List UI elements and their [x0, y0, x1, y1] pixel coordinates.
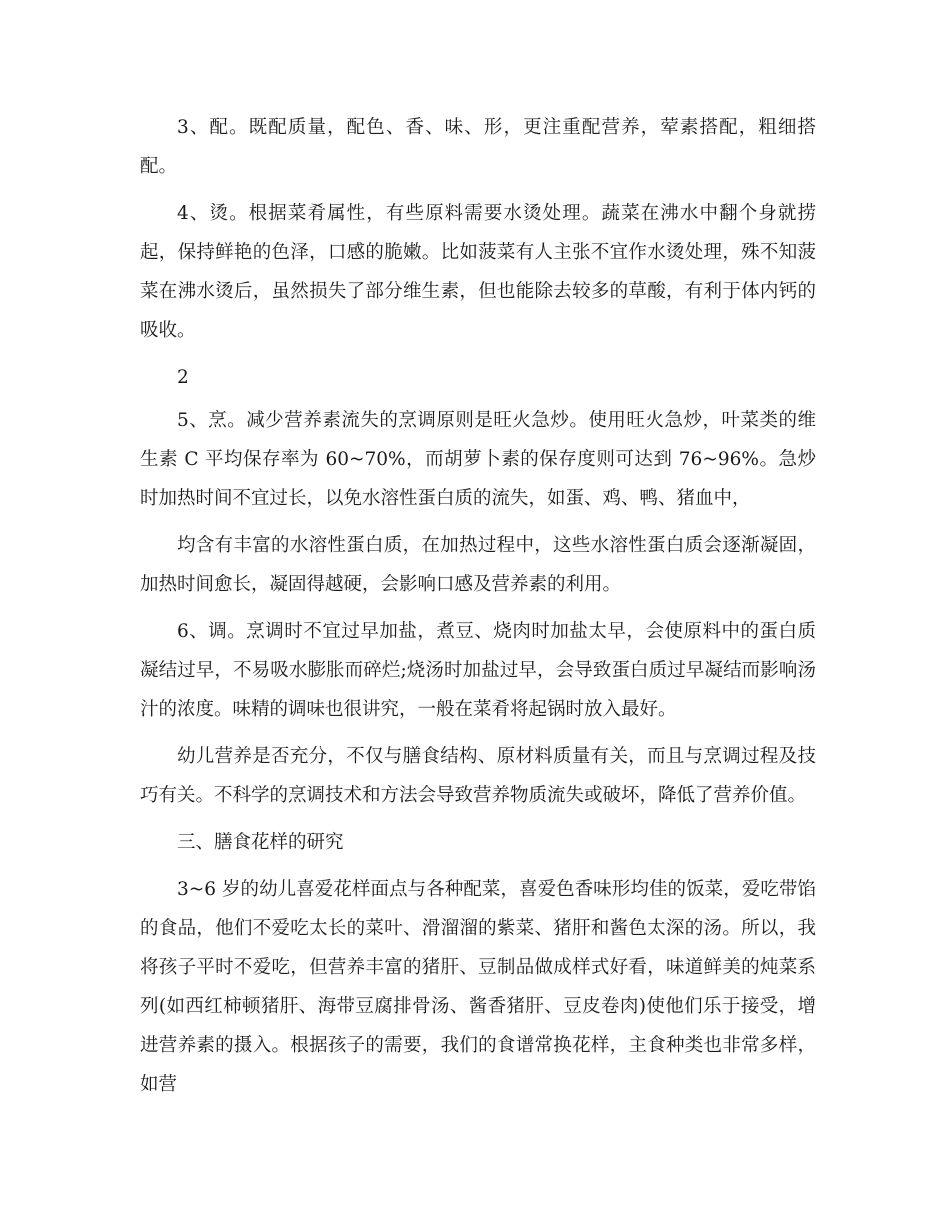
paragraph-tang: 4、烫。根据菜肴属性，有些原料需要水烫处理。蔬菜在沸水中翻个身就捞起，保持鲜艳的色泽，口感的脆嫩。比如菠菜有人主张不宜作水烫处理，殊不知菠菜在沸水烫后，虽然损失了部分维生素，但也能除去较多的草酸，有利于体内钙的吸收。: [140, 203, 816, 341]
paragraph-nutrition-summary: 幼儿营养是否充分，不仅与膳食结构、原材料质量有关，而且与烹调过程及技巧有关。不科学的烹调技术和方法会导致营养物质流失或破坏，降低了营养价值。: [140, 746, 816, 806]
paragraph-diet-variety: 3~6 岁的幼儿喜爱花样面点与各种配菜，喜爱色香味形均佳的饭菜，爱吃带馅的食品，他们不爱吃太长的菜叶、滑溜溜的紫菜、猪肝和酱色太深的汤。所以，我将孩子平时不爱吃，但营养丰富的猪肝、豆制品做成样式好看，味道鲜美的炖菜系列(如西红柿顿猪肝、海带豆腐排骨汤、酱香猪肝、豆皮卷肉)使他们乐于接受，增进营养素的摄入。根据孩子的需要，我们的食谱常换花样，主食种类也非常多样，如营: [140, 879, 816, 1095]
paragraph-peng: 5、烹。减少营养素流失的烹调原则是旺火急炒。使用旺火急炒，叶菜类的维生素 C 平均保存率为 60~70%，而胡萝卜素的保存度则可达到 76~96%。急炒时加热时间不宜过长，以免水溶性蛋白质的流失，如蛋、鸡、鸭、猪血中，: [140, 410, 816, 509]
section-heading-diet-variety: 三、膳食花样的研究: [177, 832, 344, 853]
paragraph-protein: 均含有丰富的水溶性蛋白质，在加热过程中，这些水溶性蛋白质会逐渐凝固，加热时间愈长，凝固得越硬，会影响口感及营养素的利用。: [140, 535, 816, 595]
paragraph-tiao: 6、调。烹调时不宜过早加盐，煮豆、烧肉时加盐太早，会使原料中的蛋白质凝结过早，不易吸水膨胀而碎烂;烧汤时加盐过早，会导致蛋白质过早凝结而影响汤汁的浓度。味精的调味也很讲究，一般在菜肴将起锅时放入最好。: [140, 621, 816, 720]
document-body: [140, 108, 816, 1112]
page-number: 2: [177, 367, 189, 388]
paragraph-pei: 3、配。既配质量，配色、香、味、形，更注重配营养，荤素搭配，粗细搭配。: [140, 117, 816, 177]
